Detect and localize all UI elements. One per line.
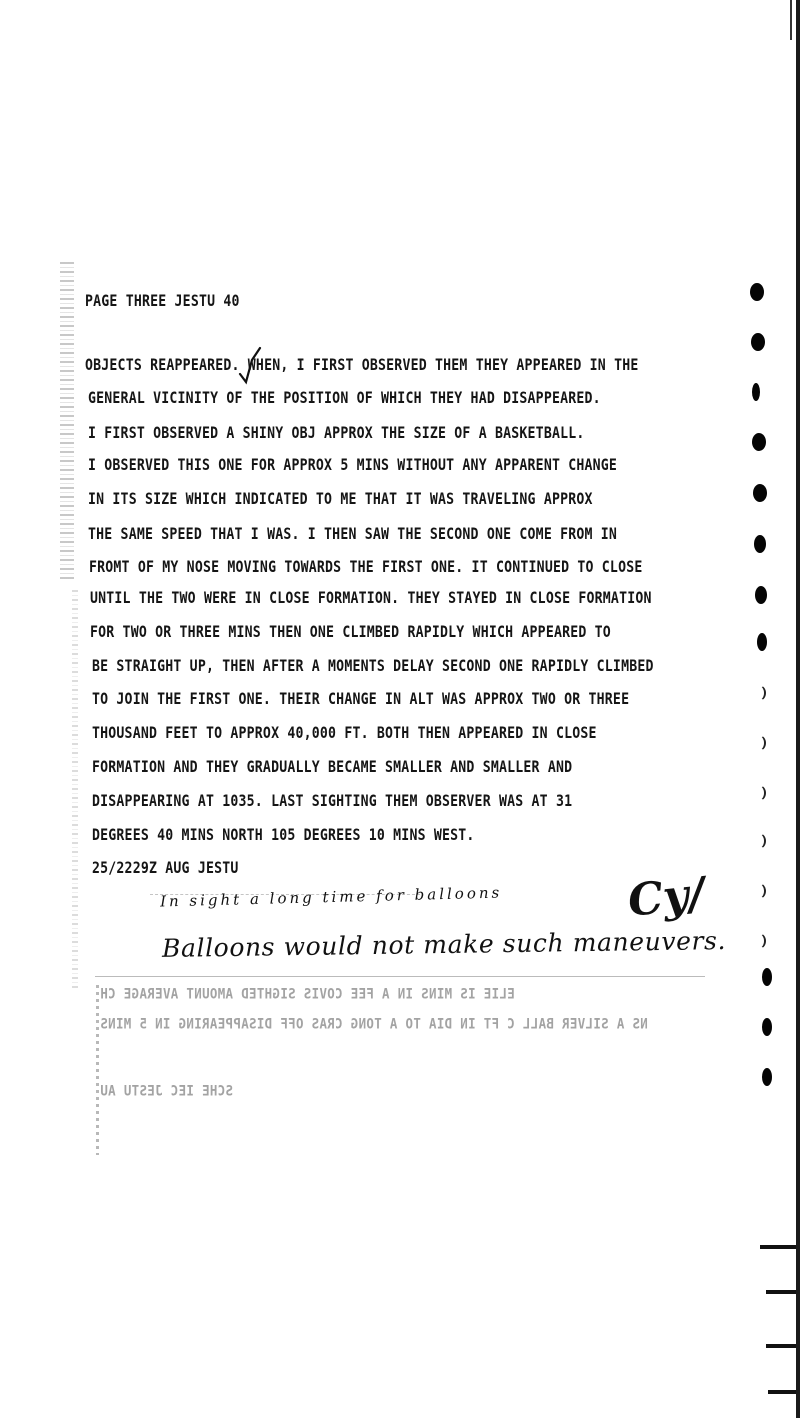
binding-mark bbox=[766, 1290, 796, 1294]
punch-hole bbox=[751, 333, 765, 351]
binding-mark bbox=[768, 1390, 796, 1394]
punch-hole bbox=[750, 283, 764, 301]
handwritten-note: In sight a long time for balloons bbox=[159, 883, 503, 911]
body-line: TO JOIN THE FIRST ONE. THEIR CHANGE IN ALT WAS APPROX TWO OR THREE bbox=[92, 690, 630, 709]
punch-hole bbox=[753, 484, 767, 502]
body-line: OBJECTS REAPPEARED. WHEN, I FIRST OBSERVED THEM THEY APPEARED IN THE bbox=[85, 356, 639, 375]
body-line: I FIRST OBSERVED A SHINY OBJ APPROX THE SIZE OF A BASKETBALL. bbox=[88, 424, 585, 443]
punch-hole bbox=[752, 735, 766, 751]
body-line: GENERAL VICINITY OF THE POSITION OF WHICH THEY HAD DISAPPEARED. bbox=[88, 389, 601, 408]
punch-hole bbox=[755, 586, 767, 604]
body-line: I OBSERVED THIS ONE FOR APPROX 5 MINS WITHOUT ANY APPARENT CHANGE bbox=[88, 456, 618, 475]
punch-hole bbox=[752, 785, 766, 801]
check-mark-icon bbox=[238, 346, 264, 386]
punch-hole bbox=[752, 685, 766, 701]
body-line: IN ITS SIZE WHICH INDICATED TO ME THAT IT WAS TRAVELING APPROX bbox=[88, 490, 593, 509]
bleed-through-text: NS A SILVER BALL C FT IN DIA TO A TONG CRAS OFF DISAPPEARING IN 5 MINS bbox=[100, 1014, 648, 1033]
scan-edge-mark bbox=[96, 985, 99, 1155]
punch-hole bbox=[752, 383, 760, 401]
binding-edge bbox=[796, 0, 800, 1418]
punch-hole bbox=[762, 1018, 772, 1036]
body-line: DISAPPEARING AT 1035. LAST SIGHTING THEM OBSERVER WAS AT 31 bbox=[92, 792, 573, 811]
body-line: DEGREES 40 MINS NORTH 105 DEGREES 10 MINS WEST. bbox=[92, 826, 475, 845]
scan-edge-mark bbox=[60, 262, 74, 582]
bleed-through-text: ELIE IS MINS IN A FEE COVIS SIGHTED AMOUNT AVERAGE CH bbox=[100, 984, 515, 1003]
punch-hole bbox=[757, 633, 767, 651]
body-line: UNTIL THE TWO WERE IN CLOSE FORMATION. THEY STAYED IN CLOSE FORMATION bbox=[90, 589, 652, 608]
punch-hole bbox=[752, 433, 766, 451]
page-header: PAGE THREE JESTU 40 bbox=[85, 292, 240, 311]
binding-mark bbox=[766, 1344, 796, 1348]
punch-hole bbox=[752, 933, 766, 949]
punch-hole bbox=[762, 968, 772, 986]
punch-hole bbox=[752, 833, 766, 849]
binding-mark bbox=[760, 1245, 796, 1249]
divider bbox=[95, 976, 705, 977]
bleed-through-text: SCHE IEC JESTU AU bbox=[100, 1081, 234, 1100]
handwritten-note: Balloons would not make such maneuvers. bbox=[161, 926, 727, 963]
body-line: THOUSAND FEET TO APPROX 40,000 FT. BOTH THEN APPEARED IN CLOSE bbox=[92, 724, 597, 743]
date-time-group: 25/2229Z AUG JESTU bbox=[92, 859, 239, 878]
handwritten-initials: Cy/ bbox=[625, 868, 708, 927]
body-line: BE STRAIGHT UP, THEN AFTER A MOMENTS DELAY SECOND ONE RAPIDLY CLIMBED bbox=[92, 657, 654, 676]
body-line: FORMATION AND THEY GRADUALLY BECAME SMALLER AND SMALLER AND bbox=[92, 758, 573, 777]
punch-hole bbox=[762, 1068, 772, 1086]
scan-edge-mark bbox=[72, 590, 78, 990]
body-line: THE SAME SPEED THAT I WAS. I THEN SAW THE SECOND ONE COME FROM IN bbox=[88, 525, 618, 544]
body-line: FOR TWO OR THREE MINS THEN ONE CLIMBED RAPIDLY WHICH APPEARED TO bbox=[90, 623, 611, 642]
binding-edge bbox=[790, 0, 792, 40]
body-line: FROMT OF MY NOSE MOVING TOWARDS THE FIRST ONE. IT CONTINUED TO CLOSE bbox=[89, 558, 643, 577]
punch-hole bbox=[752, 883, 766, 899]
punch-hole bbox=[754, 535, 766, 553]
